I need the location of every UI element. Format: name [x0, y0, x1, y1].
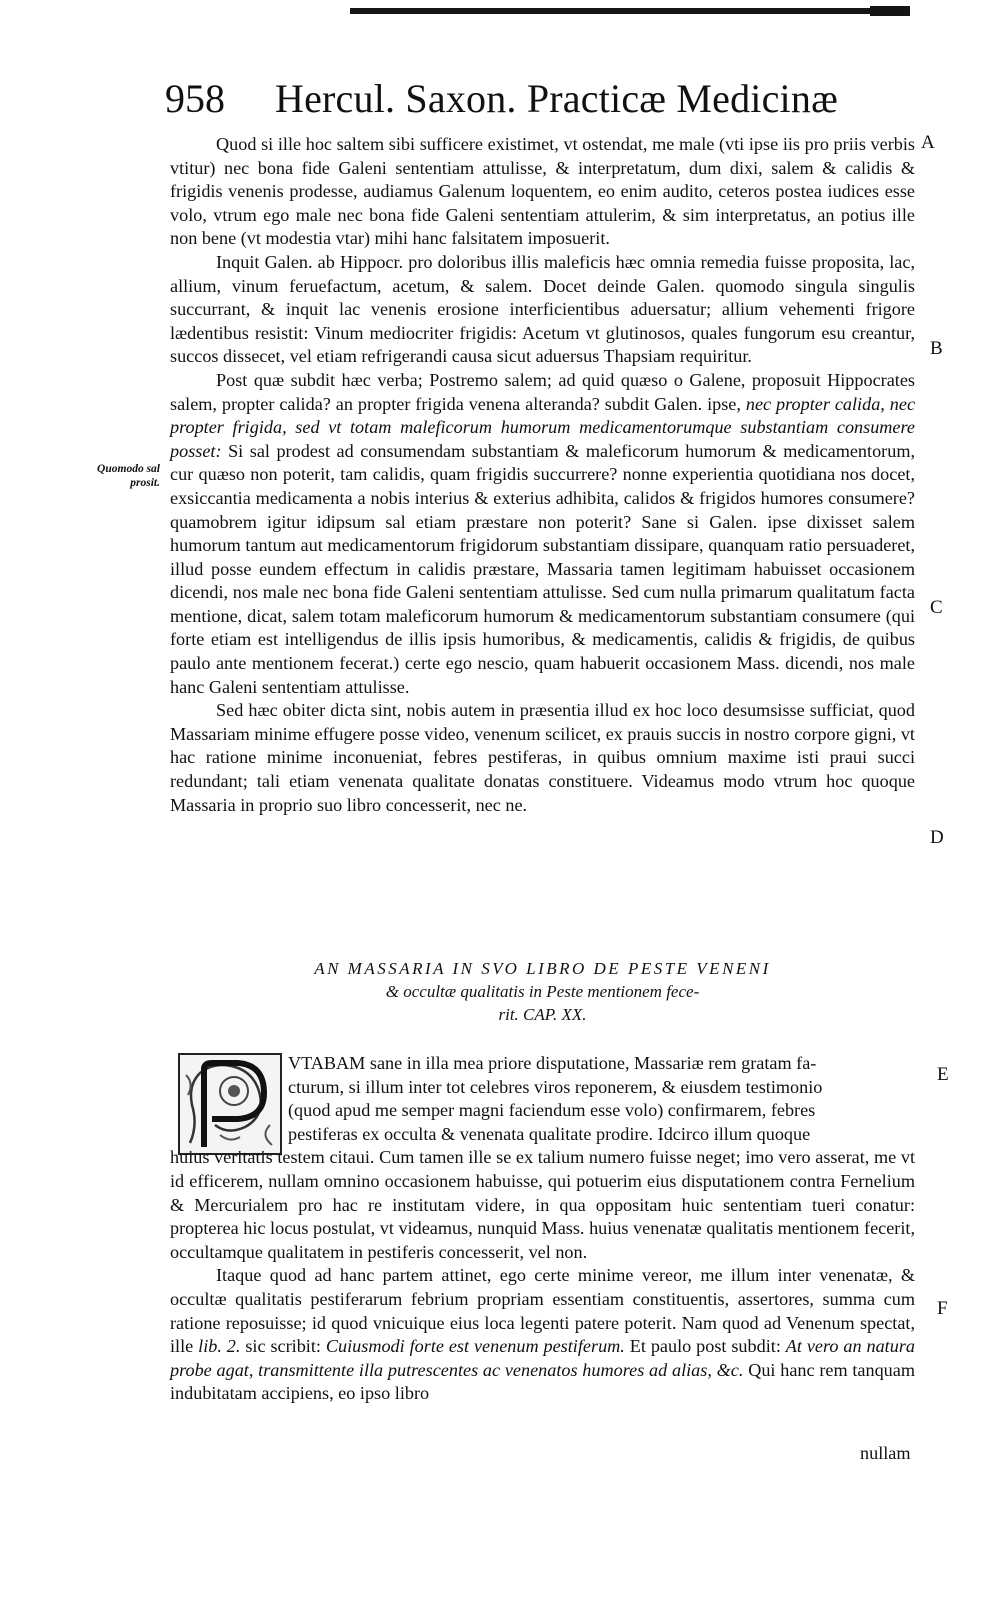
galen-quotation: nec propter calida, nec propter frigida, sed vt totam maleficorum humorum medicamentorumque substantiam consumere posset:: [170, 393, 916, 461]
running-title: Hercul. Saxon. Practicæ Medicinæ: [275, 76, 838, 121]
page-header: [165, 74, 925, 124]
margin-letter-a: A: [921, 132, 935, 153]
dropcap-line-4: pestiferas ex occulta & venenata qualitate prodire. Idcirco illum quoque: [288, 1123, 811, 1144]
page-number: 958: [165, 76, 225, 121]
dropcap-lines: [170, 1052, 915, 1146]
paragraph-6: [170, 1264, 915, 1406]
chapter-heading: [170, 957, 915, 1026]
paragraph-4: Sed hæc obiter dicta sint, nobis autem in præsentia illud ex hoc loco desumsisse sufficiat, quod Massariam minime effugere posse video, venenum scilicet, ex prauis succis in nostro corpore gigni, vt hac ratione minime inconueniat, febres pestiferas, in quibus omnium maxime isti praui succi redundant; tali etiam venenata qualitate donatas constituere. Videamus modo vtrum hoc quoque Massaria in proprio suo libro concesserit, nec ne.: [170, 700, 915, 815]
margin-letter-f: F: [937, 1298, 948, 1319]
paragraph-6-text-c: Et paulo post subdit:: [629, 1336, 781, 1357]
catchword: nullam: [860, 1443, 911, 1463]
paragraph-5-continued: huius veritatis testem citaui. Cum tamen ille se ex talium numero fuisse neget; imo vero asserat, me vt id efficerem, nullam omnino occasionem habuisse, qui potuerim eius disputationem contra Fernelium & Mercurialem pro hac re institutam videre, in qua oppositam huic sententiam tueri conatur: propterea hic locus postulat, vt videamus, nunquid Mass. huius venenatæ qualitatis mentionem fecerit, occultamque qualitatem in pestiferis concesserit, vel non.: [170, 1147, 915, 1262]
paragraph-6-text-d: Qui hanc rem tanquam indubitatam accipiens, eo ipso libro: [170, 1359, 915, 1404]
book-reference: lib. 2.: [198, 1336, 241, 1357]
paragraph-6-text-a: Itaque quod ad hanc partem attinet, ego certe minime vereor, me illum inter venenatæ, & occultæ qualitatis pestiferarum febrium propriam essentiam constituentis, assertores, summa cum ratione reposuisse; id quod vnicuique eius loca legenti patere poterit. Nam quod ad Venenum spectat, ille: [170, 1265, 915, 1357]
margin-letter-c: C: [930, 597, 943, 618]
dropcap-line-3: (quod apud me semper magni faciendum esse volo) confirmarem, febres: [288, 1100, 816, 1121]
text-block-2: [170, 1052, 915, 1406]
page-top-rule-end: [870, 6, 910, 16]
quotation-1: Cuiusmodi forte est venenum pestiferum.: [325, 1336, 625, 1357]
paragraph-3: [170, 369, 915, 699]
text-block-1: [170, 133, 915, 817]
quotation-2: At vero an natura probe agat, transmittente illa putrescentes ac venenatos humores ad alias, &c.: [170, 1336, 915, 1380]
paragraph-6-text-b: sic scribit:: [245, 1336, 321, 1357]
chapter-heading-line-2: & occultæ qualitatis in Peste mentionem fece-: [385, 982, 700, 1001]
margin-letter-d: D: [930, 827, 944, 848]
page-top-rule: [350, 8, 910, 14]
chapter-heading-line-1: AN MASSARIA IN SVO LIBRO DE PESTE VENENI: [314, 959, 771, 978]
marginal-note: Quomodo sal prosit.: [97, 463, 160, 489]
paragraph-1: Quod si ille hoc saltem sibi sufficere existimet, vt ostendat, me male (vti ipse iis pro priis verbis vtitur) nec bona fide Galeni sententiam attulisse, & interpretatum, dum dixi, salem & calidis & frigidis venenis prodesse, audiamus Galenum loquentem, eo enim audito, ceteros postea iudices esse volo, vtrum ego male nec bona fide Galeni sententiam attulerim, & sim interpretatus, an potius ille non bene (vt modestia vtar) mihi hanc falsitatem imposuerit.: [170, 134, 915, 249]
chapter-heading-line-3: rit. CAP. XX.: [498, 1005, 587, 1024]
paragraph-2: Inquit Galen. ab Hippocr. pro doloribus illis maleficis hæc omnia remedia fuisse proposita, lac, allium, vinum feruefactum, acetum, & salem. Docet deinde Galen. quomodo singula singulis succurrant, & inquit lac venenis erosione interficientibus aduersatur; allium vehementi frigore lædentibus resistit: Vinum mediocriter frigidis: Acetum vt glutinosos, quales fungorum esu creantur, succos dissecet, vel etiam refrigerandi causa sicut aduersus Thapsiam requiritur.: [170, 251, 915, 367]
paragraph-3-text-b: Si sal prodest ad consumendam substantiam & maleficorum humorum & medicamentorum, cur quæso non poterit, tam calidis, quam frigidis succurrere? nonne experientia quotidiana nos docet, exsiccantia medicamenta a nobis interius & exterius adhibita, calidos & frigidos humores consumere? quamobrem igitur idipsum sal etiam præstare non poterit? Sane si Galen. ipse dixisset salem humorum tantum aut medicamentorum frigidorum substantiam dissipare, quanquam ratio persuaderet, illud posse eundem effectum in calidis præstare, Massaria tamen legitimam habuisset occasionem dicendi, nos male nec bona fide Galeni sententiam attulisse. Sed cum nulla primarum qualitatum facta mentione, dicat, salem totam maleficorum humorum & medicamentorum substantiam consumere (qui forte etiam est intelligendus de illis ipsis humoribus, & medicamentis, calidis & frigidis, de quibus paulo ante mentionem fecerat.) certe ego nescio, quam habuerit occasionem Mass. dicendi, nos male hanc Galeni sententiam attulisse.: [170, 440, 916, 697]
dropcap-line-2: cturum, si illum inter tot celebres viros reponerem, & eiusdem testimonio: [288, 1076, 823, 1097]
margin-letter-e: E: [937, 1064, 949, 1085]
dropcap-line-1: VTABAM sane in illa mea priore disputatione, Massariæ rem gratam fa-: [288, 1053, 817, 1073]
paragraph-3-text-a: Post quæ subdit hæc verba; Postremo salem; ad quid quæso o Galene, proposuit Hippocrates salem, propter calida? an propter frigida venena alteranda? subdit Galen. ipse,: [170, 369, 915, 414]
margin-letter-b: B: [930, 338, 943, 359]
